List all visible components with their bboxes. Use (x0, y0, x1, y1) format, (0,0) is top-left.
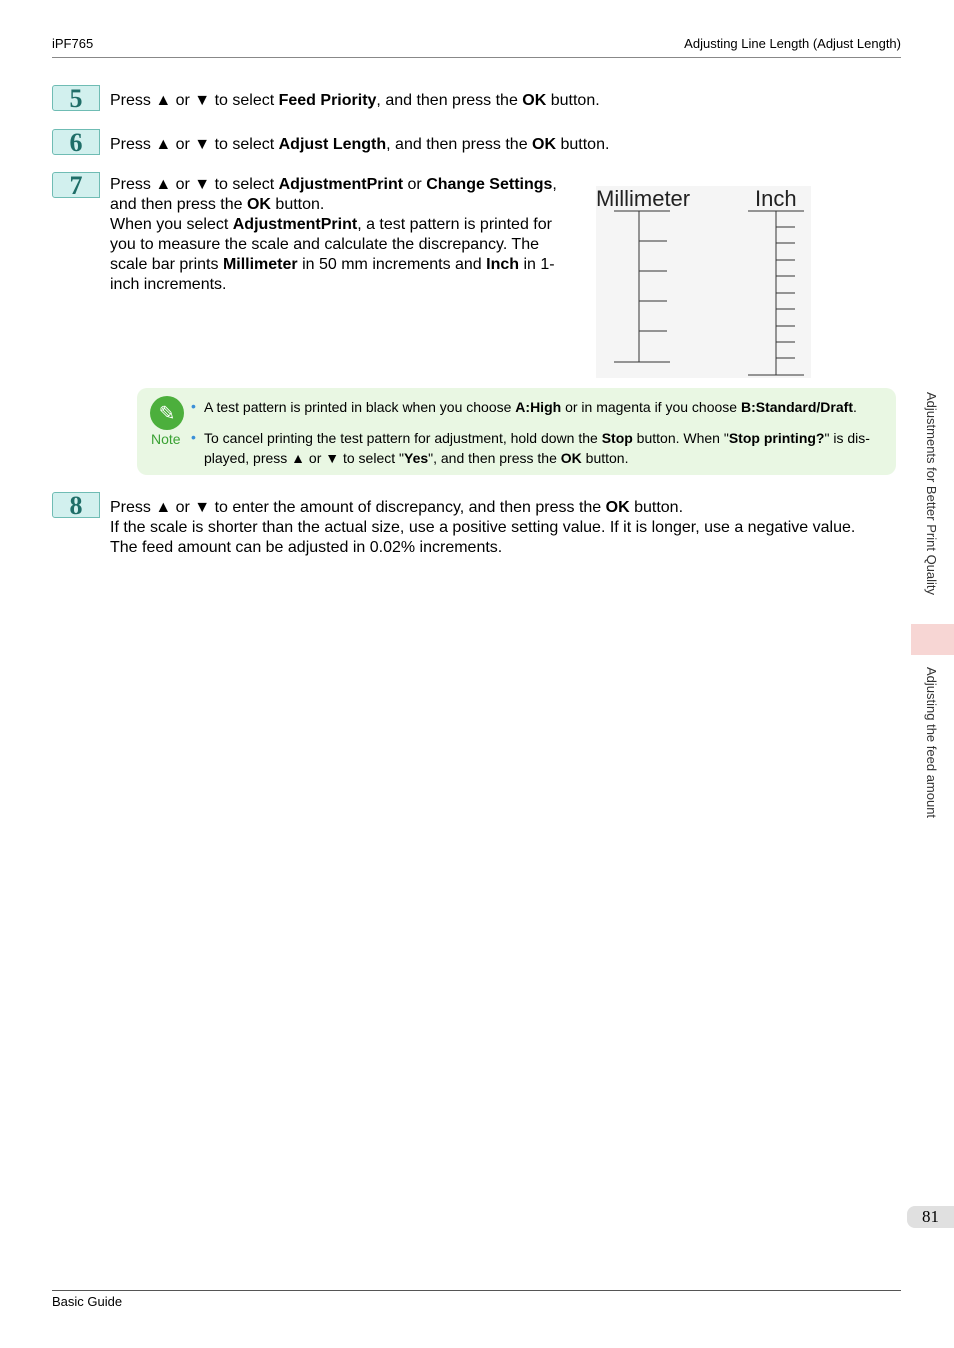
note-label: Note (151, 431, 181, 447)
step-number-5: 5 (52, 85, 100, 111)
step-8-text (110, 498, 900, 558)
note-bullet-2: • (191, 429, 196, 445)
note-item-2: To cancel printing the test pattern for adjustment, hold down the Stop button. When "Stop printing?" is dis- played, press ▲ or ▼ to select "Yes", and then press the OK button. (204, 430, 870, 466)
footer-title: Basic Guide (52, 1294, 123, 1309)
note-item-1: A test pattern is printed in black when you choose A:High or in magenta if you choose B:Standard/Draft. (204, 399, 857, 415)
scale-bar-lines (596, 186, 811, 378)
sidebar-topic-title: Adjusting the feed amount (924, 667, 939, 819)
sidebar-chapter-title: Adjustments for Better Print Quality (924, 392, 939, 596)
inch-label: Inch (755, 186, 797, 211)
step-8-line-1: Press ▲ or ▼ to enter the amount of discrepancy, and then press the OK button. (110, 499, 684, 516)
millimeter-label: Millimeter (596, 186, 691, 211)
step-8-line-3: The feed amount can be adjusted in 0.02% increments. (110, 539, 503, 556)
step-6-text: Press ▲ or ▼ to select Adjust Length, and then press the OK button. (110, 136, 610, 153)
note-bullet-1: • (191, 398, 196, 414)
step-number-6: 6 (52, 129, 100, 155)
header-rule (52, 57, 901, 58)
step-7-text (110, 175, 580, 295)
page-number: 81 (907, 1206, 954, 1228)
header-model: iPF765 (52, 36, 94, 51)
step-7-line-2: and then press the OK button. (110, 196, 325, 213)
header-section-title: Adjusting Line Length (Adjust Length) (684, 36, 901, 51)
step-7-paragraph: When you select AdjustmentPrint, a test pattern is printed for you to measure the scale and calculate the discrepancy. The scale bar prints Millimeter in 50 mm increments and Inch in 1-inch increments. (110, 216, 555, 293)
step-number-8: 8 (52, 492, 100, 518)
sidebar-current-tab (911, 624, 954, 655)
note-pencil-icon: ✎ (150, 396, 184, 430)
scale-bar-figure (596, 186, 811, 378)
step-number-7: 7 (52, 172, 100, 198)
footer-rule (52, 1290, 901, 1291)
step-7-line-1: Press ▲ or ▼ to select AdjustmentPrint or Change Settings, (110, 176, 557, 193)
step-8-line-2: If the scale is shorter than the actual size, use a positive setting value. If it is longer, use a negative value. (110, 519, 856, 536)
step-5-text: Press ▲ or ▼ to select Feed Priority, and then press the OK button. (110, 92, 600, 109)
